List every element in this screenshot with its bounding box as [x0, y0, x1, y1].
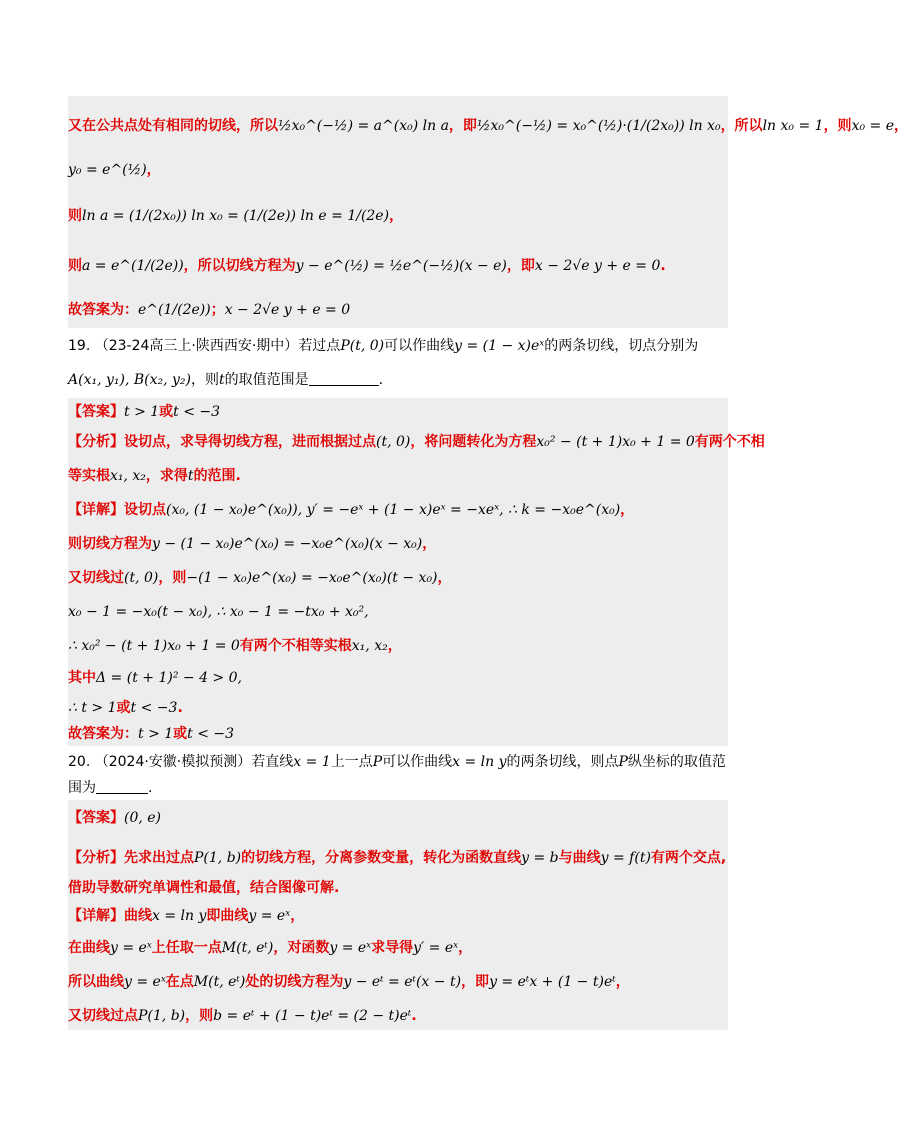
question-20-line-1: 20. （2024·安徽·模拟预测）若直线x = 1上一点P可以作曲线x = ln y的两条切线，则点P纵坐标的取值范	[68, 754, 726, 770]
math: t	[219, 372, 225, 388]
math: x = 1	[293, 754, 331, 770]
analysis-19-line-2: 等实根x₁, x₂，求得t的范围.	[68, 468, 241, 484]
math: ∴ t > 1	[68, 700, 117, 716]
question-20-line-2: 围为 .	[68, 780, 153, 796]
math: x₀ − 1 = −x₀(t − x₀), ∴ x₀ − 1 = −tx₀ + x₀²,	[68, 604, 369, 620]
math: P	[618, 754, 628, 770]
math: y = b	[521, 850, 559, 866]
math: t < −3	[130, 700, 178, 716]
math: (0, e)	[124, 810, 162, 826]
answer-19: 【答案】t > 1或t < −3	[68, 404, 221, 420]
detail-20-line-4: 又切线过点P(1, b)，则b = eᵗ + (1 − t)eᵗ = (2 − t)eᵗ.	[68, 1008, 417, 1024]
math: −(1 − x₀)e^(x₀) = −x₀e^(x₀)(t − x₀)	[186, 570, 438, 586]
solution-line-4: 则a = e^(1/(2e))，所以切线方程为y − e^(½) = ½e^(−½)(x − e)，即x − 2√e y + e = 0.	[68, 258, 666, 274]
math: y = (1 − x)eˣ	[454, 338, 545, 354]
solution-line-1: 又在公共点处有相同的切线，所以½x₀^(−½) = a^(x₀) ln a，即½x₀^(−½) = x₀^(½)·(1/(2x₀)) ln x₀，所以ln x₀ = 1，则x₀ = e，	[68, 118, 908, 134]
math: t < −3	[187, 726, 235, 742]
math: x₁, x₂	[351, 638, 388, 654]
detail-19-line-4	[68, 602, 728, 622]
detail-19-line-7: ∴ t > 1或t < −3.	[68, 700, 183, 716]
math: y = f(t)	[600, 850, 651, 866]
math: t > 1	[124, 404, 160, 420]
detail-20-line-1: 【详解】曲线x = ln y即曲线y = eˣ，	[68, 908, 305, 924]
detail-19-line-5: ∴ x₀² − (t + 1)x₀ + 1 = 0有两个不相等实根x₁, x₂，	[68, 638, 402, 654]
answer-20: 【答案】(0, e)	[68, 810, 162, 826]
math: y − (1 − x₀)e^(x₀) = −x₀e^(x₀)(x − x₀)	[152, 536, 423, 552]
math: a = e^(1/(2e))	[82, 258, 184, 274]
math: ∴ x₀² − (t + 1)x₀ + 1 = 0	[68, 638, 240, 654]
math: t < −3	[173, 404, 221, 420]
math: x₀² − (t + 1)x₀ + 1 = 0	[536, 434, 695, 450]
solution-line-3: 则ln a = (1/(2x₀)) ln x₀ = (1/(2e)) ln e = 1/(2e)，	[68, 208, 404, 224]
detail-19-line-1: 【详解】设切点(x₀, (1 − x₀)e^(x₀)), y′ = −eˣ + (1 − x)eˣ = −xeˣ, ∴ k = −x₀e^(x₀)，	[68, 502, 635, 518]
analysis-19-line-1: 【分析】设切点，求导得切线方程，进而根据过点(t, 0)，将问题转化为方程x₀² − (t + 1)x₀ + 1 = 0有两个不相	[68, 434, 765, 450]
math: x − 2√e y + e = 0	[224, 302, 351, 318]
math: M(t, eᵗ)	[221, 940, 274, 956]
math: A(x₁, y₁), B(x₂, y₂)	[68, 372, 192, 388]
math: (t, 0)	[124, 570, 159, 586]
detail-19-line-6: 其中Δ = (t + 1)² − 4 > 0,	[68, 670, 242, 686]
math: t	[187, 468, 194, 484]
detail-20-line-3: 所以曲线y = eˣ在点M(t, eᵗ)处的切线方程为y − eᵗ = eᵗ(x − t)，即y = eᵗx + (1 − t)eᵗ，	[68, 974, 630, 990]
math: P(t, 0)	[340, 338, 385, 354]
math: y = eˣ	[124, 974, 166, 990]
answer-blank	[96, 779, 148, 794]
math: ln x₀ = 1	[762, 118, 824, 134]
final-answer-19: 故答案为：t > 1或t < −3	[68, 726, 235, 742]
math: e^(1/(2e))	[138, 302, 211, 318]
math: ln a = (1/(2x₀)) ln x₀ = (1/(2e)) ln e = 1/(2e)	[82, 208, 390, 224]
question-19-line-1: 19. （23-24高三上·陕西西安·期中）若过点P(t, 0)可以作曲线y = (1 − x)eˣ的两条切线，切点分别为	[68, 338, 699, 354]
math: ½x₀^(−½) = a^(x₀) ln a	[278, 118, 449, 134]
math: y = eˣ	[329, 940, 372, 956]
math: y = eˣ	[110, 940, 152, 956]
math: x = ln y	[452, 754, 507, 770]
math: Δ = (t + 1)² − 4 > 0,	[96, 670, 242, 686]
math: ½x₀^(−½) = x₀^(½)·(1/(2x₀)) ln x₀	[476, 118, 721, 134]
math: y = eˣ	[248, 908, 291, 924]
math: b = eᵗ + (1 − t)eᵗ = (2 − t)eᵗ	[213, 1008, 412, 1024]
detail-20-line-2: 在曲线y = eˣ上任取一点M(t, eᵗ)，对函数y = eˣ求导得y′ = eˣ，	[68, 940, 473, 956]
math: x − 2√e y + e = 0	[534, 258, 661, 274]
math: y − eᵗ = eᵗ(x − t)	[343, 974, 462, 990]
answer-blank	[309, 371, 379, 386]
analysis-20-line-2: 借助导数研究单调性和最值，结合图像可解.	[68, 880, 340, 896]
math: (x₀, (1 − x₀)e^(x₀)), y′ = −eˣ + (1 − x)eˣ = −xeˣ, ∴ k = −x₀e^(x₀)	[166, 502, 621, 518]
analysis-20-line-1: 【分析】先求出过点P(1, b)的切线方程，分离参数变量，转化为函数直线y = b与曲线y = f(t)有两个交点,	[68, 850, 727, 866]
math: y − e^(½) = ½e^(−½)(x − e)	[295, 258, 507, 274]
math: y′ = eˣ	[413, 940, 459, 956]
question-19-line-2: A(x₁, y₁), B(x₂, y₂)，则t的取值范围是 .	[68, 372, 384, 388]
math: y = eᵗx + (1 − t)eᵗ	[489, 974, 616, 990]
math: P(1, b)	[138, 1008, 186, 1024]
math: x₁, x₂	[110, 468, 146, 484]
math: y₀ = e^(½)	[68, 162, 147, 178]
solution-line-2: y₀ = e^(½)，	[68, 162, 161, 178]
math: x₀ = e	[851, 118, 894, 134]
math: P(1, b)	[194, 850, 242, 866]
detail-19-line-3: 又切线过(t, 0)，则−(1 − x₀)e^(x₀) = −x₀e^(x₀)(t − x₀)，	[68, 570, 452, 586]
math: M(t, eᵗ)	[193, 974, 246, 990]
math: (t, 0)	[376, 434, 411, 450]
detail-19-line-2: 则切线方程为y − (1 − x₀)e^(x₀) = −x₀e^(x₀)(x − x₀)，	[68, 536, 437, 552]
final-answer-line: 故答案为：e^(1/(2e))；x − 2√e y + e = 0	[68, 302, 351, 318]
math: P	[372, 754, 383, 770]
math: x = ln y	[152, 908, 207, 924]
math: t > 1	[138, 726, 174, 742]
